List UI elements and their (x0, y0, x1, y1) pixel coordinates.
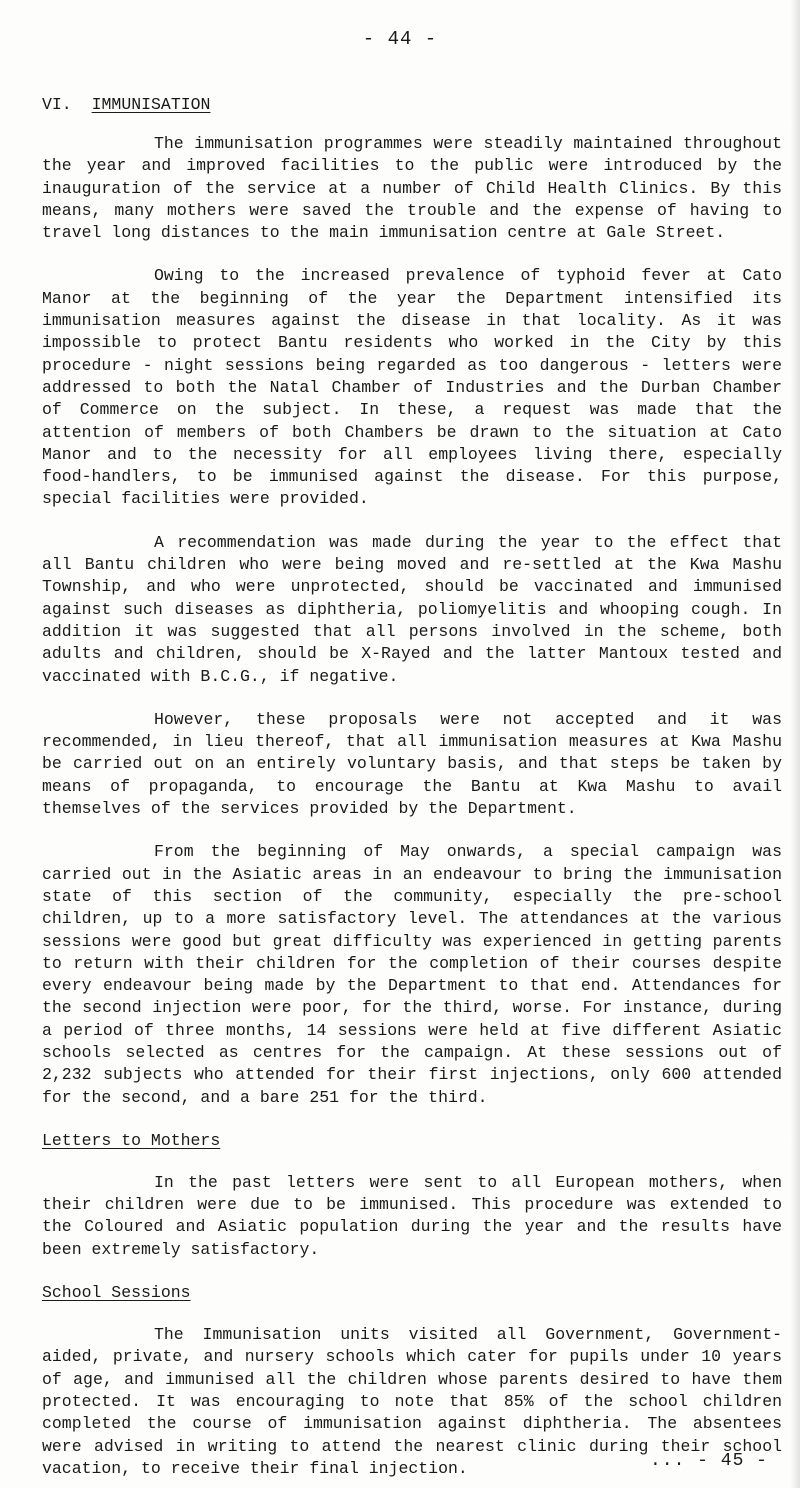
page-footer: ... - 45 - (649, 1451, 768, 1471)
page-content (42, 94, 782, 1501)
paragraph-asiatic-campaign: From the beginning of May onwards, a special campaign was carried out in the Asiatic areas in an endeavour to bring the immunisation state of this section of the community, especially the pre-school children, up to a more satisfactory level. The attendances at the various sessions were good but great difficulty was experienced in getting parents to return with their children for the completion of their courses despite every endeavour being made by the Department to that end. Attendances for the second injection were poor, for the third, worse. For instance, during a period of three months, 14 sessions were held at five different Asiatic schools selected as centres for the campaign. At these sessions out of 2,232 subjects who attended for their first injections, only 600 attended for the second, and a bare 251 for the third. (42, 842, 782, 1107)
paragraph-kwa-mashu-recommendation: A recommendation was made during the year to the effect that all Bantu children who were being moved and re-settled at the Kwa Mashu Township, and who were unprotected, should be vaccinated and immunised against such diseases as diphtheria, poliomyelitis and whooping cough. In addition it was suggested that all persons involved in the scheme, both adults and children, should be X-Rayed and the latter Mantoux tested and vaccinated with B.C.G., if negative. (42, 532, 782, 686)
section-title: IMMUNISATION (91, 95, 211, 114)
page-number-top: - 44 - (362, 28, 438, 50)
section-number: VI. (42, 95, 72, 114)
paragraph-typhoid: Owing to the increased prevalence of typhoid fever at Cato Manor at the beginning of the year the Department intensified its immunisation measures against the disease in that locality. As it was impossible to protect Bantu residents who worked in the City by this procedure - night sessions being regarded as too dangerous - letters were addressed to both the Natal Chamber of Industries and the Durban Chamber of Commerce on the subject. In these, a request was made that the attention of members of both Chambers be drawn to the situation at Cato Manor and to the necessity for all employees living there, especially food-handlers, to be immunised against the disease. For this purpose, special facilities were provided. (42, 266, 782, 509)
letters-heading-text: Letters to Mothers (42, 1130, 221, 1150)
paragraph-clinics: The immunisation programmes were steadily maintained throughout the year and improved facilities to the public were introduced by the inauguration of the service at a number of Child Health Clinics. By this means, many mothers were saved the trouble and the expense of having to travel long distances to the main immunisation centre at Gale Street. (42, 134, 782, 243)
school-heading-text: School Sessions (42, 1283, 191, 1303)
page-edge-shadow (790, 0, 800, 1488)
section-heading (42, 94, 782, 116)
letters-heading (42, 1130, 782, 1152)
paragraph-school: The Immunisation units visited all Government, Government-aided, private, and nursery schools which cater for pupils under 10 years of age, and immunised all the children whose parents desired to have them protected. It was encouraging to note that 85% of the school children completed the course of immunisation against diphtheria. The absentees were advised in writing to attend the nearest clinic during their school vacation, to receive their final injection. (42, 1325, 782, 1478)
paragraph-letters: In the past letters were sent to all European mothers, when their children were due to be immunised. This procedure was extended to the Coloured and Asiatic population during the year and the results have been extremely satisfactory. (42, 1172, 782, 1259)
school-heading (42, 1282, 782, 1304)
paragraph-voluntary-basis: However, these proposals were not accepted and it was recommended, in lieu thereof, that all immunisation measures at Kwa Mashu be carried out on an entirely voluntary basis, and that steps be taken by means of propaganda, to encourage the Bantu at Kwa Mashu to avail themselves of the services provided by the Department. (42, 709, 782, 819)
